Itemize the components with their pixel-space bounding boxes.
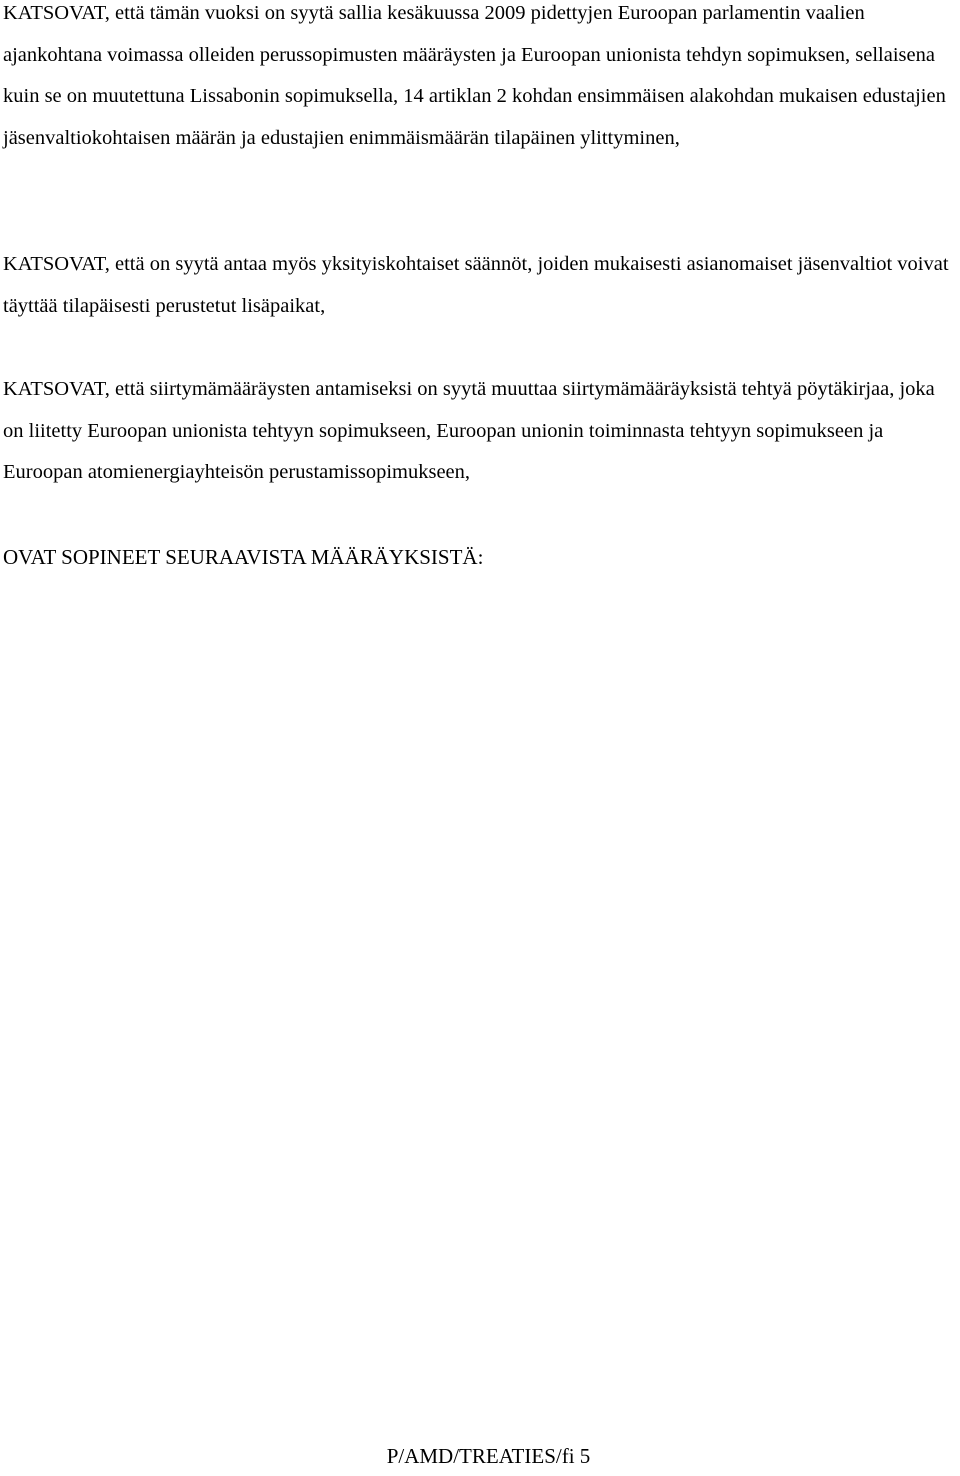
paragraph-recital-1: KATSOVAT, että tämän vuoksi on syytä sallia kesäkuussa 2009 pidettyjen Euroopan parlamentin vaalien ajankohtana voimassa olleiden perussopimusten määräysten ja Euroopan unionista tehdyn sopimuksen, sellaisena kuin se on muutettuna Lissabonin sopimuksella, 14 artiklan 2 kohdan ensimmäisen alakohdan mukaisen edustajien jäsenvaltiokohtaisen määrän ja edustajien enimmäismäärän tilapäinen ylittyminen, <box>3 2 946 149</box>
page-footer-reference: P/AMD/TREATIES/fi 5 <box>386 1444 591 1468</box>
agreement-heading: OVAT SOPINEET SEURAAVISTA MÄÄRÄYKSISTÄ: <box>3 545 484 569</box>
paragraph-recital-2: KATSOVAT, että on syytä antaa myös yksityiskohtaiset säännöt, joiden mukaisesti asianomaiset jäsenvaltiot voivat täyttää tilapäisesti perustetut lisäpaikat, <box>3 253 949 317</box>
paragraph-recital-3: KATSOVAT, että siirtymämääräysten antamiseksi on syytä muuttaa siirtymämääräyksistä tehtyä pöytäkirjaa, joka on liitetty Euroopan unionista tehtyyn sopimukseen, Euroopan unionin toiminnasta tehtyyn sopimukseen ja Euroopan atomienergiayhteisön perustamissopimukseen, <box>3 378 935 483</box>
